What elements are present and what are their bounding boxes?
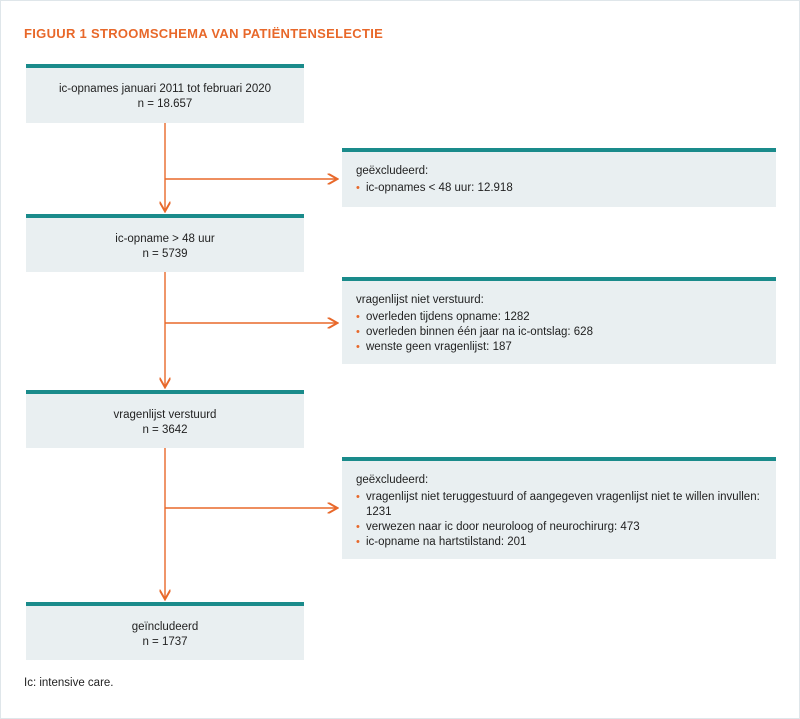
- flow-box-count: n = 3642: [142, 424, 188, 436]
- flow-box-included: [26, 602, 304, 660]
- flow-box-over-48h: [26, 214, 304, 272]
- exclusion-item: • overleden tijdens opname: 1282: [356, 311, 530, 323]
- bullet-icon: •: [356, 341, 360, 353]
- flow-box-questionnaire-sent: [26, 390, 304, 448]
- exclusion-heading: vragenlijst niet verstuurd:: [356, 294, 484, 306]
- exclusion-item: • ic-opnames < 48 uur: 12.918: [356, 182, 513, 194]
- bullet-icon: •: [356, 182, 360, 194]
- figure-title: FIGUUR 1 STROOMSCHEMA VAN PATIËNTENSELECTIE: [24, 26, 384, 41]
- flow-box-count: n = 18.657: [137, 98, 193, 110]
- exclusion-box-1: [342, 148, 776, 207]
- exclusion-list: [356, 310, 766, 355]
- flow-box-count: n = 1737: [142, 636, 188, 648]
- exclusion-box-2: [342, 277, 776, 364]
- flow-box-admissions: [26, 64, 304, 123]
- bullet-icon: •: [356, 311, 360, 323]
- exclusion-box-3: [342, 457, 776, 559]
- flow-box-label: ic-opname > 48 uur: [115, 233, 215, 245]
- figure-footnote: Ic: intensive care.: [24, 677, 114, 689]
- bullet-icon: •: [356, 521, 360, 533]
- exclusion-item: • vragenlijst niet teruggestuurd of aangegeven vragenlijst niet te willen invullen: 1231: [356, 491, 760, 518]
- exclusion-heading: geëxcludeerd:: [356, 474, 429, 486]
- flow-box-label: ic-opnames januari 2011 tot februari 2020: [58, 83, 272, 95]
- exclusion-heading: geëxcludeerd:: [356, 165, 429, 177]
- exclusion-item: • ic-opname na hartstilstand: 201: [356, 536, 527, 548]
- flow-box-label: vragenlijst verstuurd: [113, 409, 217, 421]
- bullet-icon: •: [356, 326, 360, 338]
- exclusion-list: [356, 490, 766, 550]
- flow-box-count: n = 5739: [142, 248, 188, 260]
- exclusion-item: • verwezen naar ic door neuroloog of neurochirurg: 473: [356, 521, 640, 533]
- bullet-icon: •: [356, 491, 360, 503]
- flow-box-label: geïncludeerd: [131, 621, 199, 633]
- exclusion-item: • wenste geen vragenlijst: 187: [356, 341, 512, 353]
- exclusion-item: • overleden binnen één jaar na ic-ontslag: 628: [356, 326, 593, 338]
- bullet-icon: •: [356, 536, 360, 548]
- exclusion-list: [356, 181, 766, 196]
